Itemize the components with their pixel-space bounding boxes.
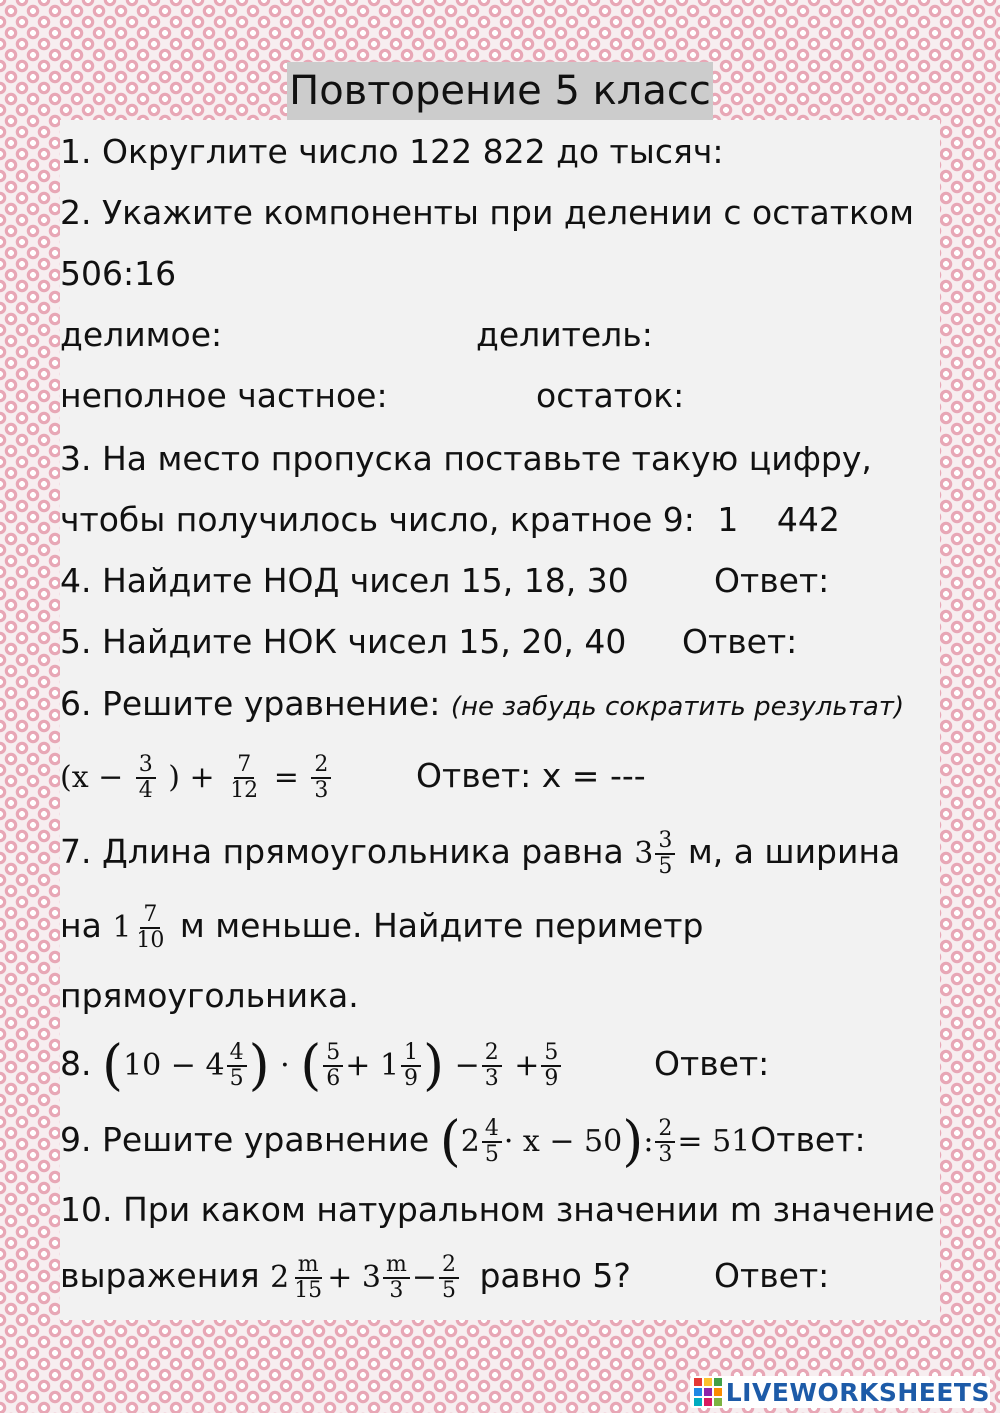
q10-fraction-1: $\frac{m}{15}$	[294, 1251, 323, 1303]
q8-paren-close-2: )	[423, 1033, 445, 1097]
question-10-line-2b: равно 5?	[479, 1256, 631, 1295]
question-2-expression: 506:16	[60, 254, 177, 293]
liveworksheets-logo-icon	[694, 1378, 722, 1406]
question-2	[60, 187, 940, 239]
question-2-row-a	[60, 309, 940, 361]
q10-whole-1: 2	[270, 1259, 290, 1295]
question-7	[60, 822, 940, 882]
question-10-line-1: 10. При каком натуральном значении m значение	[60, 1190, 935, 1229]
question-8	[60, 1032, 940, 1096]
question-9-text: 9. Решите уравнение	[60, 1120, 430, 1159]
question-6-equation	[60, 748, 940, 804]
q7-whole-2: 1	[112, 909, 132, 945]
question-9	[60, 1108, 940, 1172]
question-1	[60, 126, 940, 178]
q10-plus: + 3	[327, 1259, 381, 1295]
question-4-answer-label: Ответ:	[714, 561, 830, 600]
q8-plus-1: + 1	[345, 1047, 400, 1083]
q9-paren-open: (	[439, 1109, 461, 1173]
question-5	[60, 616, 940, 668]
q10-fraction-3: $\frac{2}{5}$	[439, 1253, 459, 1303]
question-10-row-2	[60, 1246, 940, 1306]
q9-colon: :	[643, 1123, 654, 1159]
question-7-line-1a: 7. Длина прямоугольника равна	[60, 832, 624, 871]
question-7-row-3	[60, 970, 940, 1022]
eq6-mid: ) +	[168, 759, 215, 795]
dividend-label: делимое:	[60, 315, 223, 354]
eq6-fraction-2: $\frac{7}{12}$	[230, 751, 259, 803]
question-3	[60, 433, 940, 485]
q7-whole-1: 3	[634, 835, 654, 871]
q7-fraction-1: $\frac{3}{5}$	[655, 829, 675, 879]
question-10	[60, 1184, 940, 1236]
question-3-line-1: 3. На место пропуска поставьте такую цифру,	[60, 439, 872, 478]
liveworksheets-logo	[690, 1376, 990, 1408]
question-7-line-3: прямоугольника.	[60, 976, 359, 1015]
question-6	[60, 678, 940, 730]
question-3-number-part-b: 442	[776, 500, 840, 539]
q8-fraction-1: $\frac{4}{5}$	[227, 1041, 247, 1091]
q8-paren-open-2: (	[300, 1033, 322, 1097]
question-6-text: 6. Решите уравнение:	[60, 684, 441, 723]
q8-fraction-5: $\frac{5}{9}$	[541, 1041, 561, 1091]
question-6-hint: (не забудь сократить результат)	[450, 692, 905, 722]
q8-fraction-4: $\frac{2}{3}$	[482, 1041, 502, 1091]
question-6-answer: Ответ: x = ---	[416, 756, 646, 795]
eq6-open: (x −	[60, 759, 124, 795]
q8-paren-close-1: )	[248, 1033, 270, 1097]
question-7-row-2	[60, 896, 940, 956]
eq6-equals: =	[273, 759, 299, 795]
question-3-line-2: чтобы получилось число, кратное 9:	[60, 500, 695, 539]
liveworksheets-logo-text: LIVEWORKSHEETS	[725, 1377, 990, 1407]
question-8-answer-label: Ответ:	[654, 1044, 770, 1083]
q9-mid: · x − 50	[503, 1123, 623, 1159]
question-8-number: 8.	[60, 1044, 92, 1083]
q8-part-1: 10 − 4	[123, 1047, 225, 1083]
question-4	[60, 555, 940, 607]
q8-minus: −	[454, 1047, 480, 1083]
question-7-line-2b: м меньше. Найдите периметр	[179, 906, 704, 945]
q8-dot: ·	[280, 1047, 290, 1083]
q9-whole: 2	[460, 1123, 480, 1159]
question-1-text: 1. Округлите число 122 822 до тысяч:	[60, 132, 724, 171]
q8-plus-2: +	[514, 1047, 540, 1083]
q8-fraction-3: $\frac{1}{9}$	[401, 1041, 421, 1091]
question-7-line-1b: м, а ширина	[687, 832, 901, 871]
question-2-row-b	[60, 370, 940, 422]
remainder-label: остаток:	[536, 376, 685, 415]
q8-paren-open-1: (	[102, 1033, 124, 1097]
q10-minus: −	[411, 1259, 437, 1295]
question-7-line-2a: на	[60, 906, 102, 945]
question-2-expression-row	[60, 248, 940, 300]
q7-fraction-2: $\frac{7}{10}$	[136, 901, 165, 953]
q9-rhs: = 51	[677, 1123, 751, 1159]
eq6-fraction-3: $\frac{2}{3}$	[311, 753, 331, 803]
question-5-text: 5. Найдите НОК чисел 15, 20, 40	[60, 622, 627, 661]
q9-paren-close: )	[622, 1109, 644, 1173]
q10-fraction-2: $\frac{m}{3}$	[383, 1253, 410, 1303]
question-5-answer-label: Ответ:	[682, 622, 798, 661]
q8-fraction-2: $\frac{5}{6}$	[323, 1041, 343, 1091]
q9-fraction-2: $\frac{2}{3}$	[655, 1117, 675, 1167]
worksheet-title: Повторение 5 класс	[287, 62, 713, 120]
question-10-line-2a: выражения	[60, 1256, 260, 1295]
divisor-label: делитель:	[476, 315, 653, 354]
question-3-number-part-a: 1	[717, 500, 739, 539]
quotient-label: неполное частное:	[60, 376, 388, 415]
question-3-row-2	[60, 494, 940, 546]
question-10-answer-label: Ответ:	[714, 1256, 830, 1295]
question-4-text: 4. Найдите НОД чисел 15, 18, 30	[60, 561, 629, 600]
eq6-fraction-1: $\frac{3}{4}$	[136, 753, 156, 803]
question-9-answer-label: Ответ:	[750, 1120, 866, 1159]
question-2-text: 2. Укажите компоненты при делении с остатком	[60, 193, 915, 232]
q9-fraction-1: $\frac{4}{5}$	[482, 1117, 502, 1167]
